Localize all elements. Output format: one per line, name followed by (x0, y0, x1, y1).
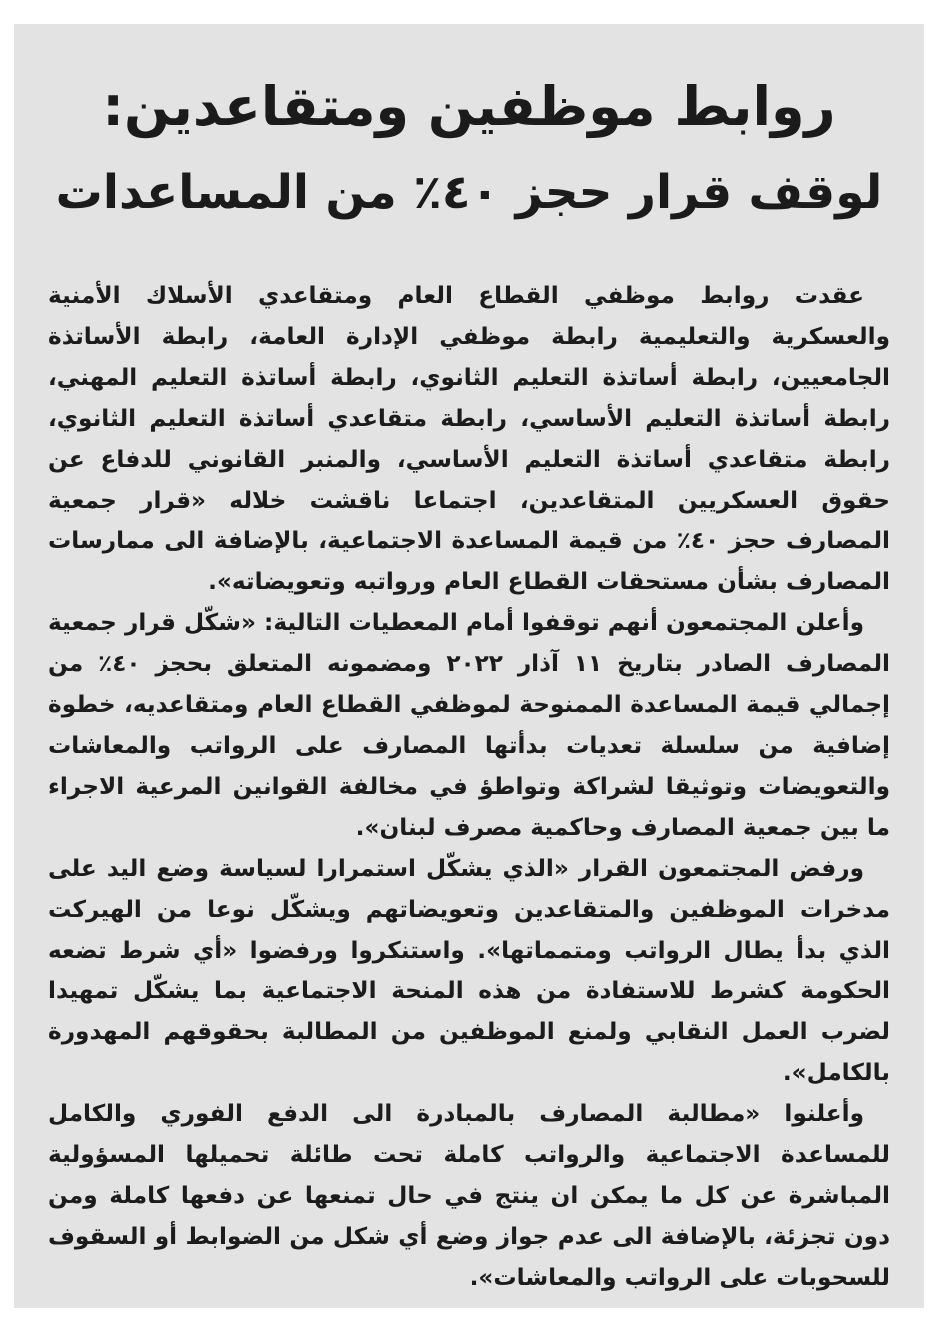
paragraph-4: وأعلنوا «مطالبة المصارف بالمبادرة الى الدفع الفوري والكامل للمساعدة الاجتماعية والرواتب كاملة تحت طائلة تحميلها المسؤولية المباشرة عن كل ما يمكن ان ينتج في حال تمنعها عن دفعها كاملة ومن دون تجزئة، بالإضافة الى عدم جواز وضع أي شكل من الضوابط أو السقوف للسحوبات على الرواتب والمعاشات». (48, 1100, 890, 1291)
headline-line-1: روابط موظفين ومتقاعدين: (102, 75, 836, 138)
paragraph-1: عقدت روابط موظفي القطاع العام ومتقاعدي الأسلاك الأمنية والعسكرية والتعليمية رابطة موظفي الإدارة العامة، رابطة الأساتذة الجامعيين، رابطة أساتذة التعليم الثانوي، رابطة أساتذة التعليم المهني، رابطة أساتذة التعليم الأساسي، رابطة متقاعدي أساتذة التعليم الثانوي، رابطة متقاعدي أساتذة التعليم الأساسي، والمنبر القانوني للدفاع عن حقوق العسكريين المتقاعدين، اجتماعا ناقشت خلاله «قرار جمعية المصارف حجز ٤٠٪ من قيمة المساعدة الاجتماعية، بالإضافة الى ممارسات المصارف بشأن مستحقات القطاع العام ورواتبه وتعويضاته». (48, 282, 890, 596)
news-clipping (14, 24, 924, 1308)
paragraph-3: ورفض المجتمعون القرار «الذي يشكّل استمرارا لسياسة وضع اليد على مدخرات الموظفين والمتقاعدين وتعويضاتهم ويشكّل نوعا من الهيركت الذي بدأ يطال الرواتب ومتمماتها». واستنكروا ورفضوا «أي شرط تضعه الحكومة كشرط للاستفادة من هذه المنحة الاجتماعية بما يشكّل تمهيدا لضرب العمل النقابي ولمنع الموظفين من المطالبة بحقوقهم المهدورة بالكامل». (48, 854, 890, 1087)
headline (48, 64, 890, 236)
article-body (48, 276, 890, 1299)
paragraph-2: وأعلن المجتمعون أنهم توقفوا أمام المعطيات التالية: «شكّل قرار جمعية المصارف الصادر بتاريخ ١١ آذار ٢٠٢٢ ومضمونه المتعلق بحجز ٤٠٪ من إجمالي قيمة المساعدة الممنوحة لموظفي القطاع العام ومتقاعديه، خطوة إضافية من سلسلة تعديات بدأتها المصارف على الرواتب والمعاشات والتعويضات وتوثيقا لشراكة وتواطؤ في مخالفة القوانين المرعية الاجراء ما بين جمعية المصارف وحاكمية مصرف لبنان». (48, 609, 891, 841)
headline-line-2: لوقف قرار حجز ٤٠٪ من المساعدات (55, 165, 883, 220)
